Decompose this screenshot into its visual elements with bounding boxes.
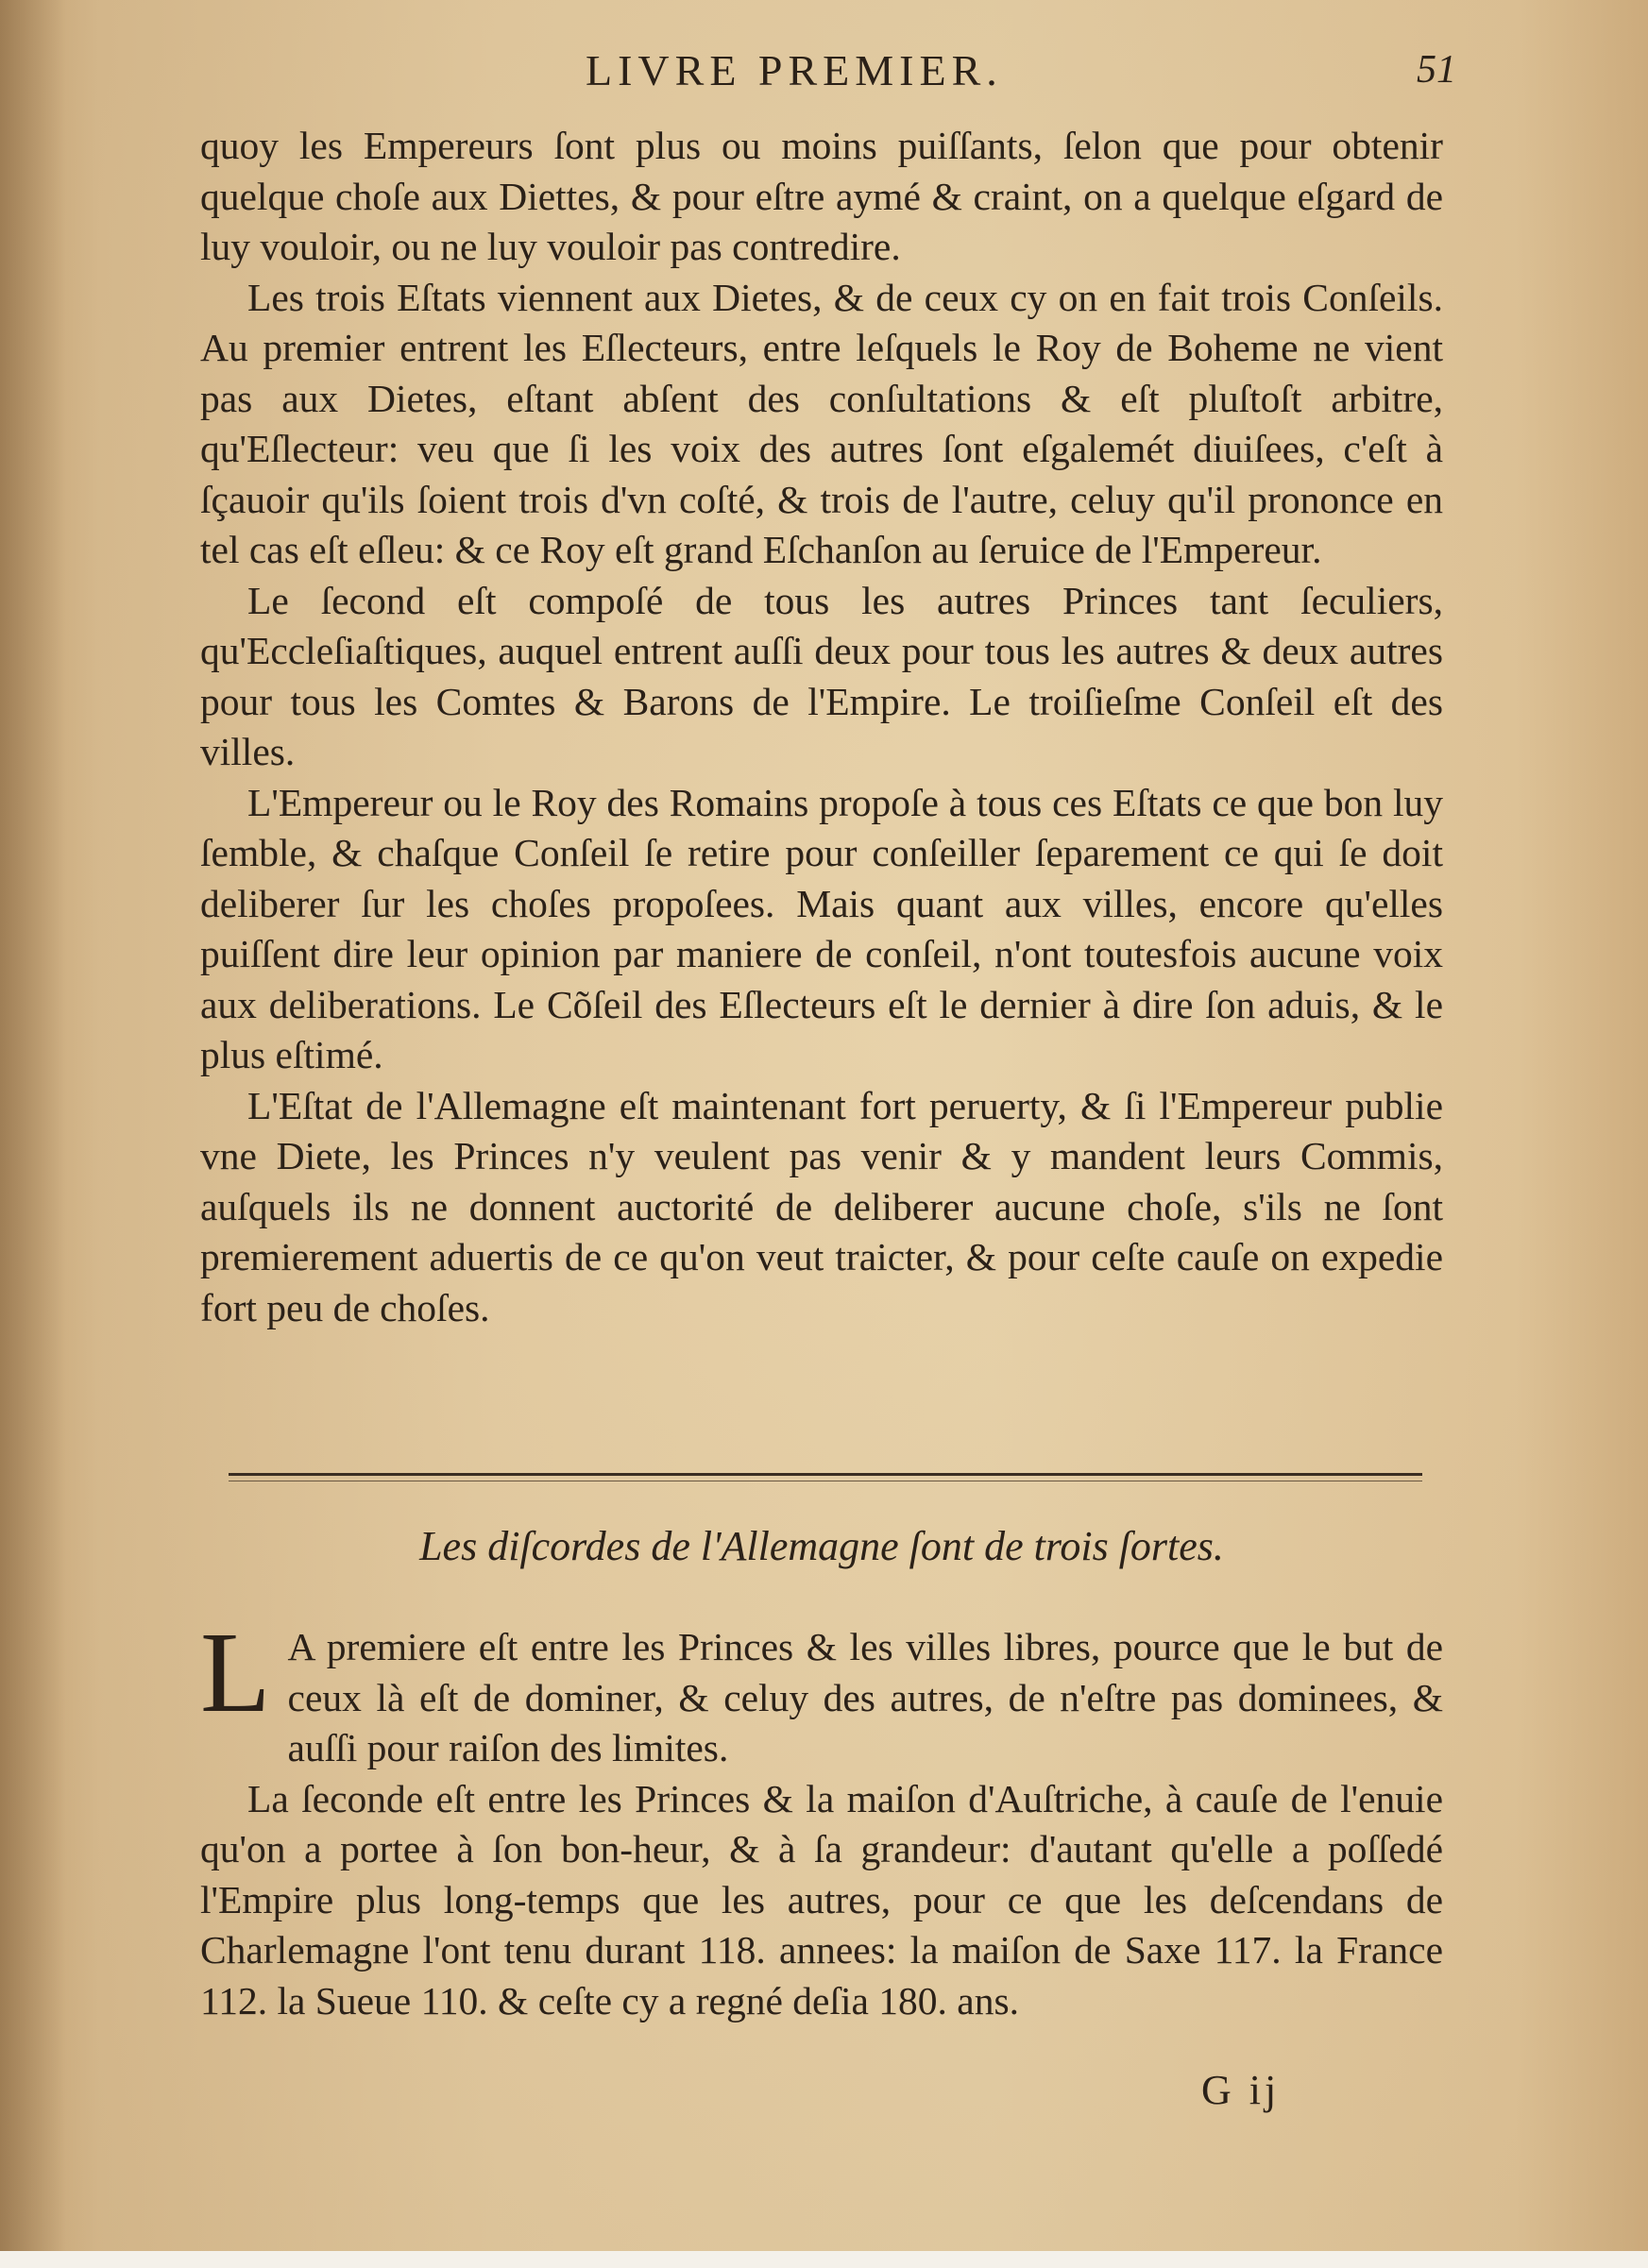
paragraph-estat-allemagne: L'Eſtat de l'Allemagne eſt maintenant fort peruerty, & ſi l'Empereur publie vne Diete, les Princes n'y veulent pas venir & y mandent leurs Commis, auſquels ils ne donnent auctorité de deliberer aucune choſe, s'ils ne ſont premierement aduertis de ce qu'on veut traicter, & pour ceſte cauſe on expedie fort peu de choſes. — [200, 1083, 1443, 1329]
paragraph-second-conseil: Le ſecond eſt compoſé de tous les autres Princes tant ſeculiers, qu'Eccleſiaſtiques, auquel entrent auſſi deux pour tous les autres & deux autres pour tous les Comtes & Barons de l'Empire. Le troiſieſme Conſeil eſt des villes. — [200, 578, 1443, 773]
paragraph-seconde: La ſeconde eſt entre les Princes & la maiſon d'Auſtriche, à cauſe de l'enuie qu'on a portee à ſon bon-heur, & à ſa grandeur: d'autant qu'elle a poſſedé l'Empire plus long-temps que les autres, pour ce que les deſcendans de Charlemagne l'ont tenu durant 118. annees: la maiſon de Saxe 117. la France 112. la Sueue 110. & ceſte cy a regné deſia 180. ans. — [200, 1776, 1443, 2023]
drop-cap-letter: L — [200, 1609, 271, 1736]
running-title: LIVRE PREMIER. — [586, 46, 1003, 94]
paragraph-premiere — [200, 1609, 1443, 1774]
page-header — [0, 45, 1648, 102]
section-divider — [229, 1473, 1422, 1476]
body-text-top — [200, 121, 1443, 1333]
paragraph-premiere-text: A premiere eſt entre les Princes & les villes libres, pource que le but de ceux là eſt de dominer, & celuy des autres, de n'eſtre pas dominees, & auſſi pour raiſon des limites. — [287, 1625, 1443, 1769]
page-number: 51 — [1417, 48, 1456, 92]
body-text-bottom — [200, 1609, 1443, 2026]
section-heading: Les diſcordes de l'Allemagne ſont de trois ſortes. — [419, 1523, 1224, 1569]
paragraph-continued: quoy les Empereurs ſont plus ou moins puiſſants, ſelon que pour obtenir quelque choſe aux Diettes, & pour eſtre aymé & craint, on a quelque eſgard de luy vouloir, ou ne luy vouloir pas contredire. — [200, 124, 1443, 268]
paragraph-estats: Les trois Eſtats viennent aux Dietes, & de ceux cy on en fait trois Conſeils. Au premier entrent les Eſlecteurs, entre leſquels le Roy de Boheme ne vient pas aux Dietes, eſtant abſent des conſultations & eſt pluſtoſt arbitre, qu'Eſlecteur: veu que ſi les voix des autres ſont eſgalemét diuiſees, c'eſt à ſçauoir qu'ils ſoient trois d'vn coſté, & trois de l'autre, celuy qu'il prononce en tel cas eſt eſleu: & ce Roy eſt grand Eſchanſon au ſeruice de l'Empereur. — [200, 275, 1443, 571]
signature-mark: G ij — [1201, 2067, 1281, 2113]
paragraph-empereur: L'Empereur ou le Roy des Romains propoſe à tous ces Eſtats ce que bon luy ſemble, & chaſque Conſeil ſe retire pour conſeiller ſeparement ce qui ſe doit deliberer ſur les choſes propoſees. Mais quant aux villes, encore qu'elles puiſſent dire leur opinion par maniere de conſeil, n'ont toutesfois aucune voix aux deliberations. Le Cõſeil des Eſlecteurs eſt le dernier à dire ſon aduis, & le plus eſtimé. — [200, 780, 1443, 1076]
